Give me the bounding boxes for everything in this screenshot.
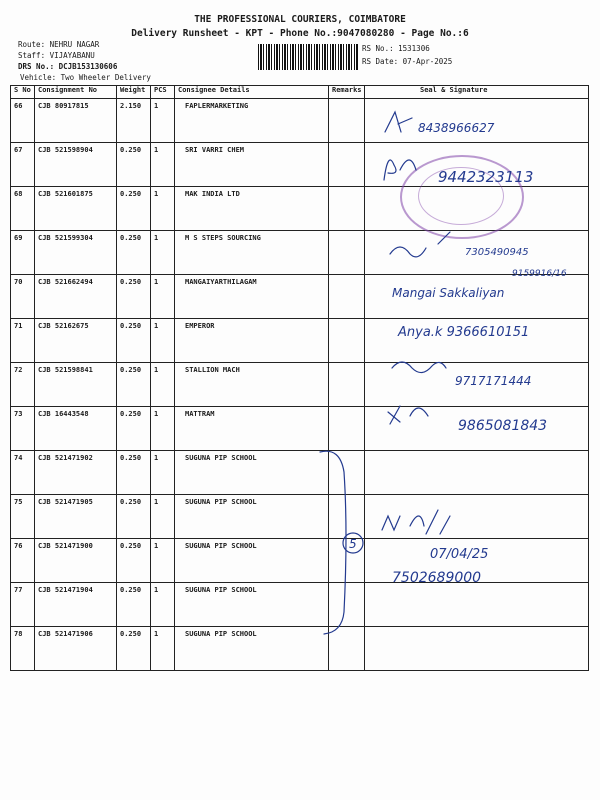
cell-consignment: CJB 521471902 — [35, 451, 117, 495]
cell-consignee: STALLION MACH — [175, 363, 329, 407]
cell-weight: 0.250 — [117, 451, 151, 495]
cell-sno: 78 — [11, 627, 35, 671]
cell-sno: 69 — [11, 231, 35, 275]
group-bracket — [320, 451, 346, 634]
col-sno: S No — [11, 86, 35, 99]
route-label: Route: NEHRU NAGAR — [18, 40, 100, 49]
signature-69 — [390, 232, 450, 257]
cell-consignee: M S STEPS SOURCING — [175, 231, 329, 275]
cell-pcs: 1 — [151, 187, 175, 231]
cell-consignment: CJB 521471906 — [35, 627, 117, 671]
cell-sno: 74 — [11, 451, 35, 495]
company-title: THE PROFESSIONAL COURIERS, COIMBATORE — [194, 14, 406, 25]
cell-consignee: SUGUNA PIP SCHOOL — [175, 583, 329, 627]
sig-69-phone: 7305490945 — [465, 247, 529, 258]
cell-weight: 0.250 — [117, 495, 151, 539]
col-weight: Weight — [117, 86, 151, 99]
cell-consignee: MANGAIYARTHILAGAM — [175, 275, 329, 319]
cell-sno: 71 — [11, 319, 35, 363]
sig-72-phone: 9717171444 — [455, 374, 532, 388]
cell-consignee: SUGUNA PIP SCHOOL — [175, 495, 329, 539]
cell-weight: 0.250 — [117, 407, 151, 451]
cell-consignment: CJB 521601875 — [35, 187, 117, 231]
cell-weight: 0.250 — [117, 231, 151, 275]
date-76: 07/04/25 — [430, 547, 489, 562]
cell-sno: 67 — [11, 143, 35, 187]
cell-consignment: CJB 521471900 — [35, 539, 117, 583]
col-consignee: Consignee Details — [175, 86, 329, 99]
cell-weight: 0.250 — [117, 319, 151, 363]
cell-pcs: 1 — [151, 99, 175, 143]
cell-weight: 0.250 — [117, 539, 151, 583]
signature-73 — [388, 406, 428, 424]
cell-consignment: CJB 521471904 — [35, 583, 117, 627]
sig-66-phone: 8438966627 — [418, 121, 495, 135]
cell-weight: 0.250 — [117, 583, 151, 627]
rs-date: RS Date: 07-Apr-2025 — [362, 57, 453, 66]
col-pcs: PCS — [151, 86, 175, 99]
cell-sno: 70 — [11, 275, 35, 319]
cell-pcs: 1 — [151, 231, 175, 275]
cell-consignment: CJB 80917815 — [35, 99, 117, 143]
cell-consignee: SUGUNA PIP SCHOOL — [175, 627, 329, 671]
staff-label: Staff: VIJAYABANU — [18, 51, 95, 60]
sig-70-name: Mangai Sakkaliyan — [392, 286, 505, 300]
sig-70-number: 9159916/16 — [512, 269, 567, 279]
cell-weight: 0.250 — [117, 143, 151, 187]
cell-sno: 77 — [11, 583, 35, 627]
col-seal-signature: Seal & Signature — [365, 86, 589, 99]
cell-consignee: FAPLERMARKETING — [175, 99, 329, 143]
cell-consignee: SUGUNA PIP SCHOOL — [175, 451, 329, 495]
signature-72 — [392, 362, 446, 373]
sig-71: Anya.k 9366610151 — [398, 325, 530, 340]
cell-consignment: CJB 16443548 — [35, 407, 117, 451]
cell-pcs: 1 — [151, 143, 175, 187]
cell-consignee: SRI VARRI CHEM — [175, 143, 329, 187]
signature-67 — [384, 160, 416, 180]
cell-pcs: 1 — [151, 583, 175, 627]
cell-weight: 0.250 — [117, 275, 151, 319]
remark-76: 5 — [349, 537, 357, 551]
cell-pcs: 1 — [151, 363, 175, 407]
cell-pcs: 1 — [151, 539, 175, 583]
cell-consignee: MAK INDIA LTD — [175, 187, 329, 231]
drs-label: DRS No.: DCJB153130606 — [18, 62, 118, 71]
cell-consignment: CJB 521598904 — [35, 143, 117, 187]
cell-pcs: 1 — [151, 627, 175, 671]
rs-number: RS No.: 1531306 — [362, 44, 430, 53]
cell-sno: 75 — [11, 495, 35, 539]
phone-77: 7502689000 — [392, 570, 482, 586]
cell-pcs: 1 — [151, 495, 175, 539]
sig-67-phone: 9442323113 — [438, 168, 534, 186]
cell-sno: 76 — [11, 539, 35, 583]
cell-sno: 68 — [11, 187, 35, 231]
cell-sno: 66 — [11, 99, 35, 143]
cell-pcs: 1 — [151, 319, 175, 363]
cell-consignee: MATTRAM — [175, 407, 329, 451]
cell-weight: 0.250 — [117, 627, 151, 671]
cell-consignee: SUGUNA PIP SCHOOL — [175, 539, 329, 583]
cell-weight: 0.250 — [117, 363, 151, 407]
cell-weight: 2.150 — [117, 99, 151, 143]
cell-pcs: 1 — [151, 451, 175, 495]
cell-consignment: CJB 521599304 — [35, 231, 117, 275]
signature-66 — [385, 112, 412, 132]
sig-73-phone: 9865081843 — [458, 418, 548, 434]
cell-consignment: CJB 521598841 — [35, 363, 117, 407]
cell-weight: 0.250 — [117, 187, 151, 231]
vehicle-label: Vehicle: Two Wheeler Delivery — [20, 73, 151, 82]
cell-pcs: 1 — [151, 275, 175, 319]
cell-sno: 73 — [11, 407, 35, 451]
col-consignment: Consignment No — [35, 86, 117, 99]
cell-pcs: 1 — [151, 407, 175, 451]
signature-76 — [382, 510, 450, 534]
cell-consignment: CJB 52162675 — [35, 319, 117, 363]
cell-consignment: CJB 521662494 — [35, 275, 117, 319]
cell-sno: 72 — [11, 363, 35, 407]
cell-consignment: CJB 521471905 — [35, 495, 117, 539]
col-remarks: Remarks — [329, 86, 365, 99]
runsheet-subtitle: Delivery Runsheet - KPT - Phone No.:9047080280 - Page No.:6 — [131, 28, 469, 39]
cell-consignee: EMPEROR — [175, 319, 329, 363]
